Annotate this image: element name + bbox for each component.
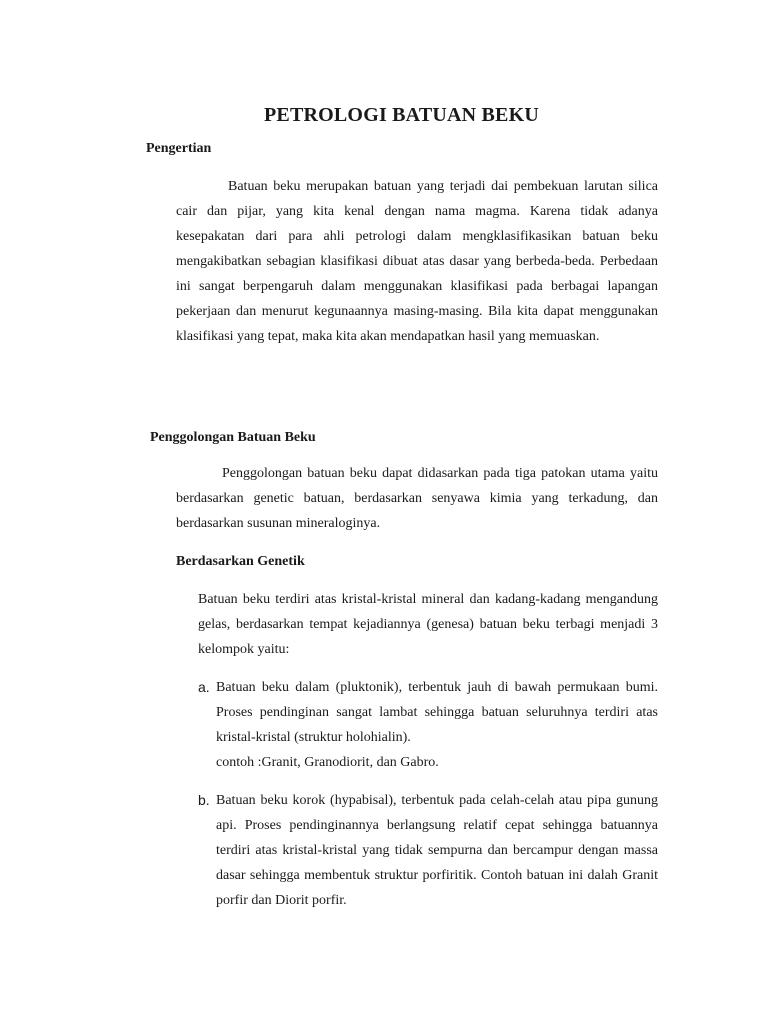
list-marker: b.	[198, 792, 210, 808]
heading-pengertian: Pengertian	[146, 141, 212, 156]
heading-genetik: Berdasarkan Genetik	[176, 554, 305, 569]
list-item-text: Batuan beku dalam (pluktonik), terbentuk jauh di bawah permukaan bumi. Proses pendinginan sangat lambat sehingga batuan seluruhnya terdiri atas kristal-kristal (struktur holohialin).	[216, 680, 658, 745]
list-item-text: Batuan beku korok (hypabisal), terbentuk pada celah-celah atau pipa gunung api. Proses pendinginannya berlangsung relatif cepat sehingga batuannya terdiri atas kristal-kristal yang tidak sempurna dan bercampur dengan massa dasar sehingga membentuk struktur porfiritik. Contoh batuan ini dalah Granit porfir dan Diorit porfir.	[216, 793, 658, 908]
heading-penggolongan: Penggolongan Batuan Beku	[150, 430, 316, 445]
list-item	[198, 675, 658, 775]
page-title: PETROLOGI BATUAN BEKU	[264, 104, 539, 126]
paragraph-penggolongan: Penggolongan batuan beku dapat didasarkan pada tiga patokan utama yaitu berdasarkan genetic batuan, berdasarkan senyawa kimia yang terkadung, dan berdasarkan susunan mineraloginya.	[176, 466, 658, 531]
list-item	[198, 788, 658, 913]
list-item-example: contoh :Granit, Granodiorit, dan Gabro.	[216, 755, 439, 770]
paragraph-pengertian: Batuan beku merupakan batuan yang terjadi dai pembekuan larutan silica cair dan pijar, yang kita kenal dengan nama magma. Karena tidak adanya kesepakatan dari para ahli petrologi dalam mengklasifikasikan batuan beku mengakibatkan sebagian klasifikasi dibuat atas dasar yang berbeda-beda. Perbedaan ini sangat berpengaruh dalam menggunakan klasifikasi pada berbagai lapangan pekerjaan dan menurut kegunaannya masing-masing. Bila kita dapat menggunakan klasifikasi yang tepat, maka kita akan mendapatkan hasil yang memuaskan.	[176, 179, 658, 344]
paragraph-genetik: Batuan beku terdiri atas kristal-kristal mineral dan kadang-kadang mengandung gelas, berdasarkan tempat kejadiannya (genesa) batuan beku terbagi menjadi 3 kelompok yaitu:	[198, 592, 658, 657]
list-marker: a.	[198, 679, 210, 695]
